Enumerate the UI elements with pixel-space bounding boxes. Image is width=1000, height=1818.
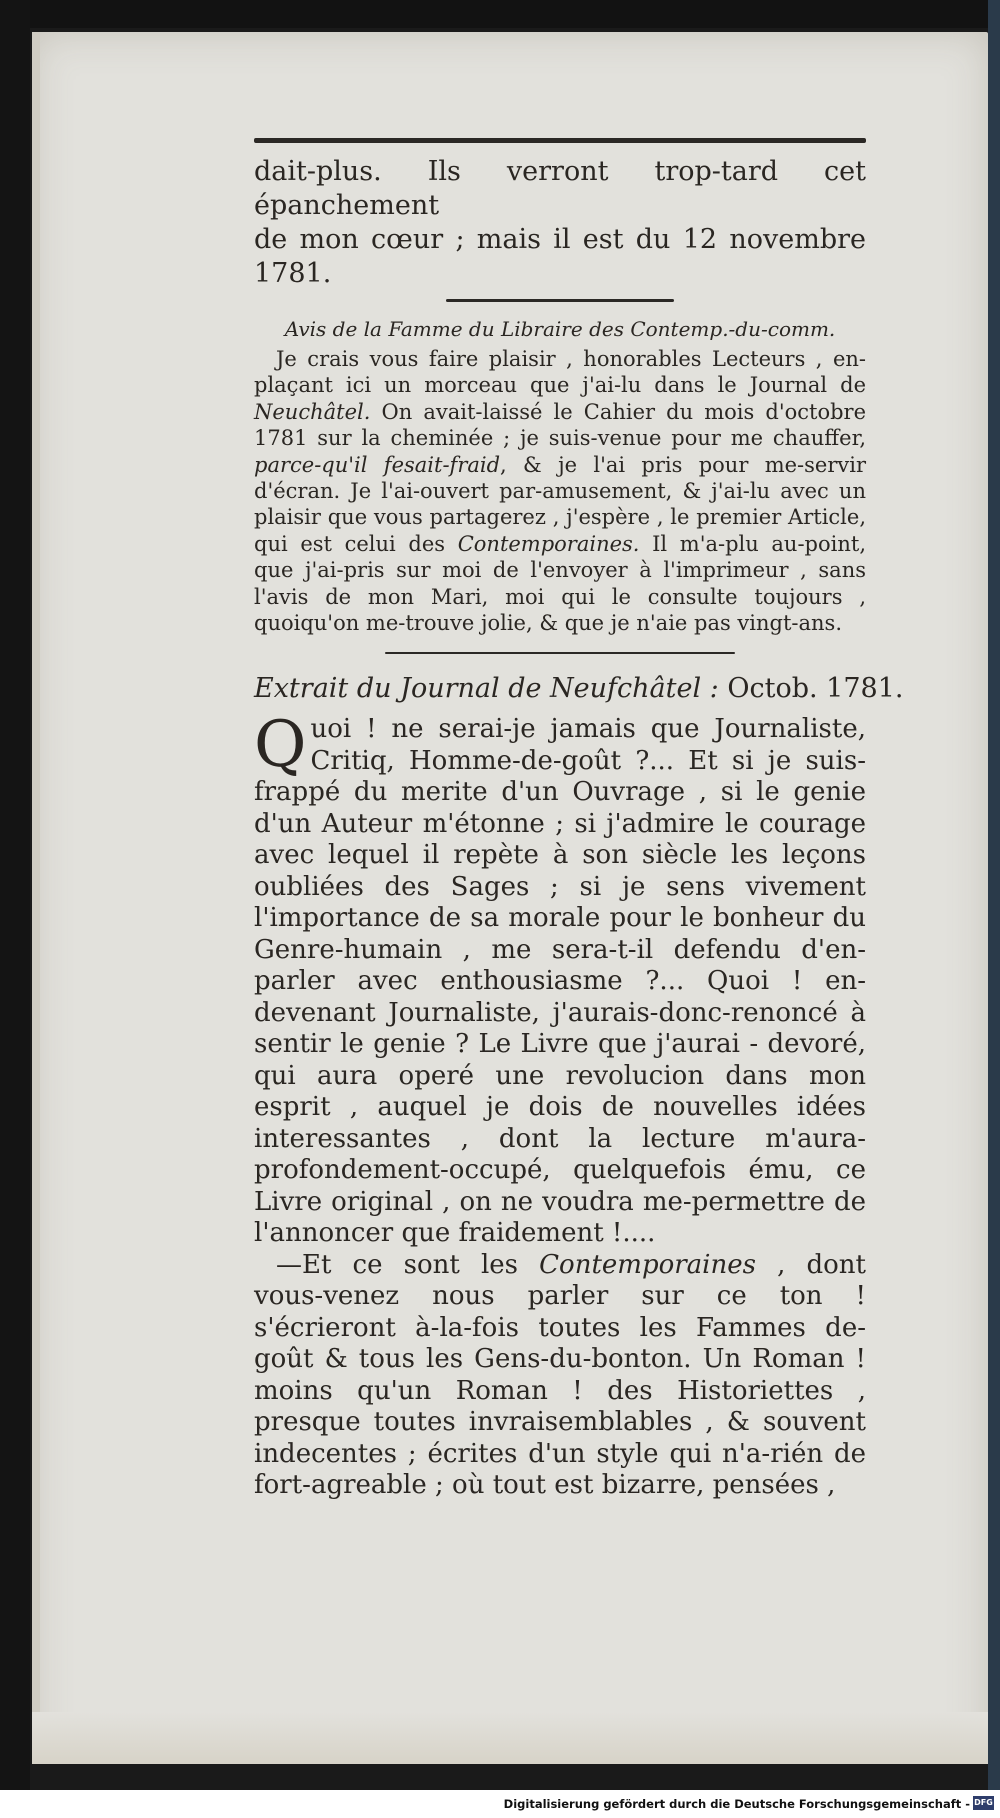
page-gutter-shadow [32,32,40,1764]
notice-text-1: Je crais vous faire plaisir , honorables Lecteurs , en-plaçant ici un morceau que j'ai-lu dans le Journal de [254,347,866,398]
notice-emphasis-3: Contemporaines. [457,531,640,556]
drop-cap: Q [254,708,307,783]
carryover-line-2: de mon cœur ; mais il est du 12 novembre 1781. [254,224,866,289]
carryover-line-1: dait-plus. Ils verront trop-tard cet épanchement [254,156,866,221]
article-paragraph-2-start: —Et ce sont les [276,1249,540,1280]
notice-heading: Avis de la Famme du Libraire des Contemp.-du-comm. [284,317,836,341]
scan-background-top [0,0,1000,28]
article-paragraph-2-rest: , dont vous-venez nous parler sur ce ton ! s'écrieront à-la-fois toutes les Fammes de-goût & tous les Gens-du-bonton. Un Roman ! moins qu'un Roman ! des Historiettes , presque toutes invraisemblables , & souvent indecentes ; écrites d'un style qui n'a-rién de fort-agreable ; où tout est bizarre, pensées , [254,1249,866,1501]
extract-date: Octob. 1781. [727,673,904,705]
dfg-logo: DFG [973,1796,994,1810]
carryover-text [254,155,866,291]
article-paragraph-2 [254,1250,866,1502]
article-body [254,708,866,1502]
article-paragraph-1-text: uoi ! ne serai-je jamais que Journaliste, Critiq, Homme-de-goût ?... Et si je suis-frappé du merite d'un Ouvrage , si le genie d'un Auteur m'étonne ; si j'admire le courage avec lequel il repète à son siècle les leçons oubliées des Sages ; si je sens vivement l'importance de sa morale pour le bonheur du Genre-humain , me sera-t-il defendu d'en-parler avec enthousiasme ?... Quoi ! en-devenant Journaliste, j'aurais-donc-renoncé à sentir le genie ? Le Livre que j'aurai - devoré, qui aura operé une revolucion dans mon esprit , auquel je dois de nouvelles idées interessantes , dont la lecture m'aura-profondement-occupé, quelquefois ému, ce Livre original , on ne voudra me-permettre de l'annoncer que fraidement !.... [254,714,866,1249]
notice-paragraph [254,346,866,636]
notice-emphasis-2: parce-qu'il fesait-fraid [254,452,501,477]
notice-text-3: , & je l'ai pris pour me-servir d'écran. Je l'ai-ouvert par-amusement, & j'ai-lu avec un plaisir que vous partagerez , j'espère , le premier Article, qui est celui des [254,452,867,556]
divider-section [385,652,735,654]
page-bottom-shading [32,1712,988,1764]
extract-title: Extrait du Journal de Neufchâtel : [254,673,719,705]
page-content [254,138,904,1502]
divider-short [446,299,674,302]
notice-text-2: On avait-laissé le Cahier du mois d'octobre 1781 sur la cheminée ; je suis-venue pour me chauffer, [254,399,866,451]
article-paragraph-2-emphasis: Contemporaines [539,1249,756,1280]
digitization-footer [0,1790,1000,1818]
notice-text-4: Il m'a-plu au-point, que j'ai-pris sur moi de l'envoyer à l'imprimeur , sans l'avis de mon Mari, moi qui le consulte toujours , quoiqu'on me-trouve jolie, & que je n'aie pas vingt-ans. [254,531,866,636]
notice-emphasis-1: Neuchâtel. [254,399,371,424]
article-paragraph-1 [254,708,866,1250]
extract-heading [254,672,904,706]
scan-background-left [0,0,30,1818]
funding-credit: Digitalisierung gefördert durch die Deutsche Forschungsgemeinschaft - [503,1797,970,1811]
book-binding-edge [988,0,1000,1790]
header-rule [254,138,866,143]
